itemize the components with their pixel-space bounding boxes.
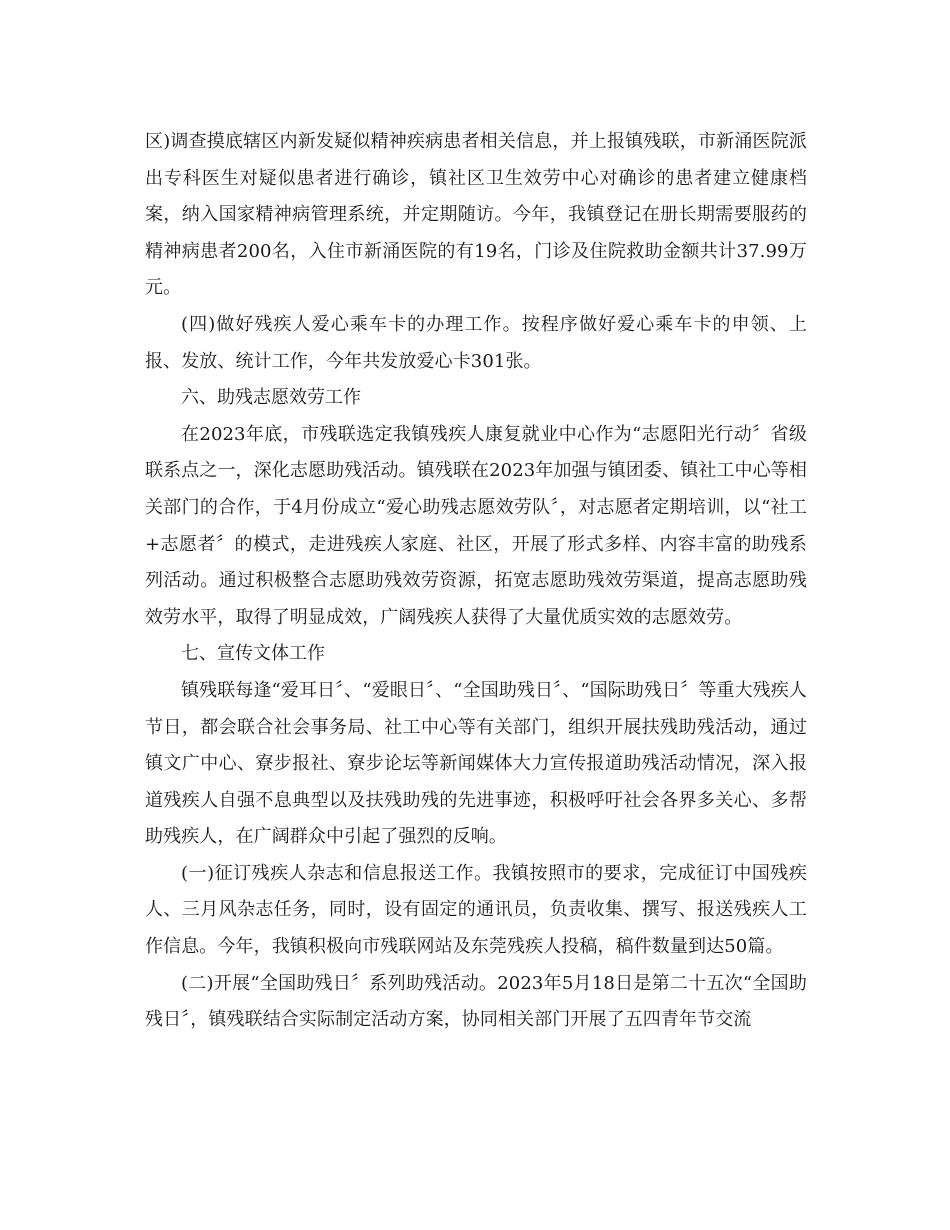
section-heading-publicity-culture: 七、宣传文体工作 — [181, 643, 325, 665]
section-heading-volunteer-service: 六、助残志愿效劳工作 — [181, 387, 361, 409]
paragraph-mental-health-continuation: 区)调查摸底辖区内新发疑似精神疾病患者相关信息，并上报镇残联，市新涌医院派出专科医生对疑似患者进行确诊，镇社区卫生效劳中心对确诊的患者建立健康档案，纳入国家精神病管理系统，并定期随访。今年，我镇登记在册长期需要服药的精神病患者200名，入住市新涌医院的有19名，门诊及住院救助金额共计37.99万元。 — [145, 131, 807, 299]
document-page — [145, 124, 807, 1039]
paragraph-volunteer-service: 在2023年底，市残联选定我镇残疾人康复就业中心作为“志愿阳光行动〞省级联系点之一，深化志愿助残活动。镇残联在2023年加强与镇团委、镇社工中心等相关部门的合作，于4月份成立“爱心助残志愿效劳队〞，对志愿者定期培训，以“社工+志愿者〞的模式，走进残疾人家庭、社区，开展了形式多样、内容丰富的助残系列活动。通过积极整合志愿助残效劳资源，拓宽志愿助残效劳渠道，提高志愿助残效劳水平，取得了明显成效，广阔残疾人获得了大量优质实效的志愿效劳。 — [145, 423, 807, 628]
paragraph-disability-day: (二)开展“全国助残日〞系列助残活动。2023年5月18日是第二十五次“全国助残日〞，镇残联结合实际制定活动方案，协同相关部门开展了五四青年节交流 — [145, 972, 807, 1031]
paragraph-bus-card: (四)做好残疾人爱心乘车卡的办理工作。按程序做好爱心乘车卡的申领、上报、发放、统计工作，今年共发放爱心卡301张。 — [145, 313, 807, 372]
paragraph-magazine-subscription: (一)征订残疾人杂志和信息报送工作。我镇按照市的要求，完成征订中国残疾人、三月风杂志任务，同时，设有固定的通讯员，负责收集、撰写、报送残疾人工作信息。今年，我镇积极向市残联网站及东莞残疾人投稿，稿件数量到达50篇。 — [145, 862, 807, 958]
paragraph-publicity-culture: 镇残联每逢“爱耳日〞、“爱眼日〞、“全国助残日〞、“国际助残日〞等重大残疾人节日，都会联合社会事务局、社工中心等有关部门，组织开展扶残助残活动，通过镇文广中心、寮步报社、寮步论坛等新闻媒体大力宣传报道助残活动情况，深入报道残疾人自强不息典型以及扶残助残的先进事迹，积极呼吁社会各界多关心、多帮助残疾人，在广阔群众中引起了强烈的反响。 — [145, 679, 807, 848]
